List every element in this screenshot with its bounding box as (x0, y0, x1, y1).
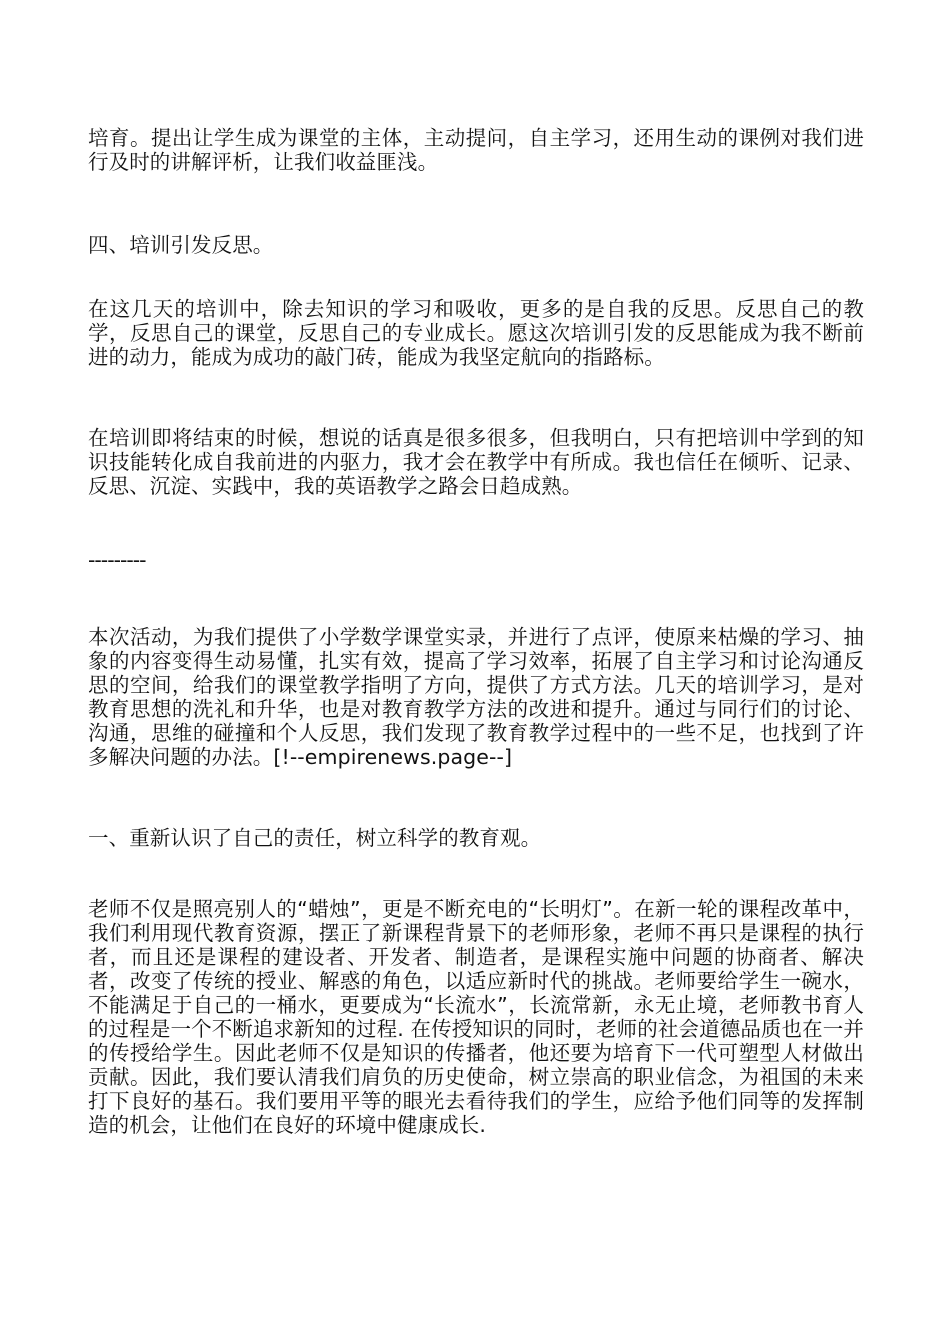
paragraph-activity-summary: 本次活动，为我们提供了小学数学课堂实录，并进行了点评，使原来枯燥的学习、抽象的内容变得生动易懂，扎实有效，提高了学习效率，拓展了自主学习和讨论沟通反思的空间，给我们的课堂教学指明了方向，提供了方式方法。几天的培训学习，是对教育思想的洗礼和升华，也是对教育教学方法的改进和提升。通过与同行们的讨论、沟通，思维的碰撞和个人反思，我们发现了教育教学过程中的一些不足，也找到了许多解决问题的办法。[!--empirenews.page--] (88, 625, 864, 769)
paragraph-conclusion: 在培训即将结束的时候，想说的话真是很多很多，但我明白，只有把培训中学到的知识技能转化成自我前进的内驱力，我才会在教学中有所成。我也信任在倾听、记录、反思、沉淀、实践中，我的英语教学之路会日趋成熟。 (88, 426, 864, 498)
paragraph-reflection: 在这几天的培训中，除去知识的学习和吸收，更多的是自我的反思。反思自己的教学，反思自己的课堂，反思自己的专业成长。愿这次培训引发的反思能成为我不断前进的动力，能成为成功的敲门砖，能成为我坚定航向的指路标。 (88, 297, 864, 369)
paragraph-intro-continuation: 培育。提出让学生成为课堂的主体，主动提问，自主学习，还用生动的课例对我们进行及时的讲解评析，让我们收益匪浅。 (88, 126, 864, 174)
separator-line: --------- (88, 548, 146, 572)
section-heading-reflection: 四、培训引发反思。 (88, 233, 274, 257)
section-heading-responsibility: 一、重新认识了自己的责任，树立科学的教育观。 (88, 826, 542, 850)
paragraph-teacher-role: 老师不仅是照亮别人的“蜡烛”，更是不断充电的“长明灯”。在新一轮的课程改革中，我们利用现代教育资源，摆正了新课程背景下的老师形象，老师不再只是课程的执行者，而且还是课程的建设者、开发者、制造者，是课程实施中问题的协商者、解决者，改变了传统的授业、解惑的角色，以适应新时代的挑战。老师要给学生一碗水，不能满足于自己的一桶水，更要成为“长流水”，长流常新，永无止境，老师教书育人的过程是一个不断追求新知的过程. 在传授知识的同时，老师的社会道德品质也在一并的传授给学生。因此老师不仅是知识的传播者，他还要为培育下一代可塑型人材做出贡献。因此，我们要认清我们肩负的历史使命，树立崇高的职业信念，为祖国的未来打下良好的基石。我们要用平等的眼光去看待我们的学生，应给予他们同等的发挥制造的机会，让他们在良好的环境中健康成长. (88, 897, 864, 1137)
